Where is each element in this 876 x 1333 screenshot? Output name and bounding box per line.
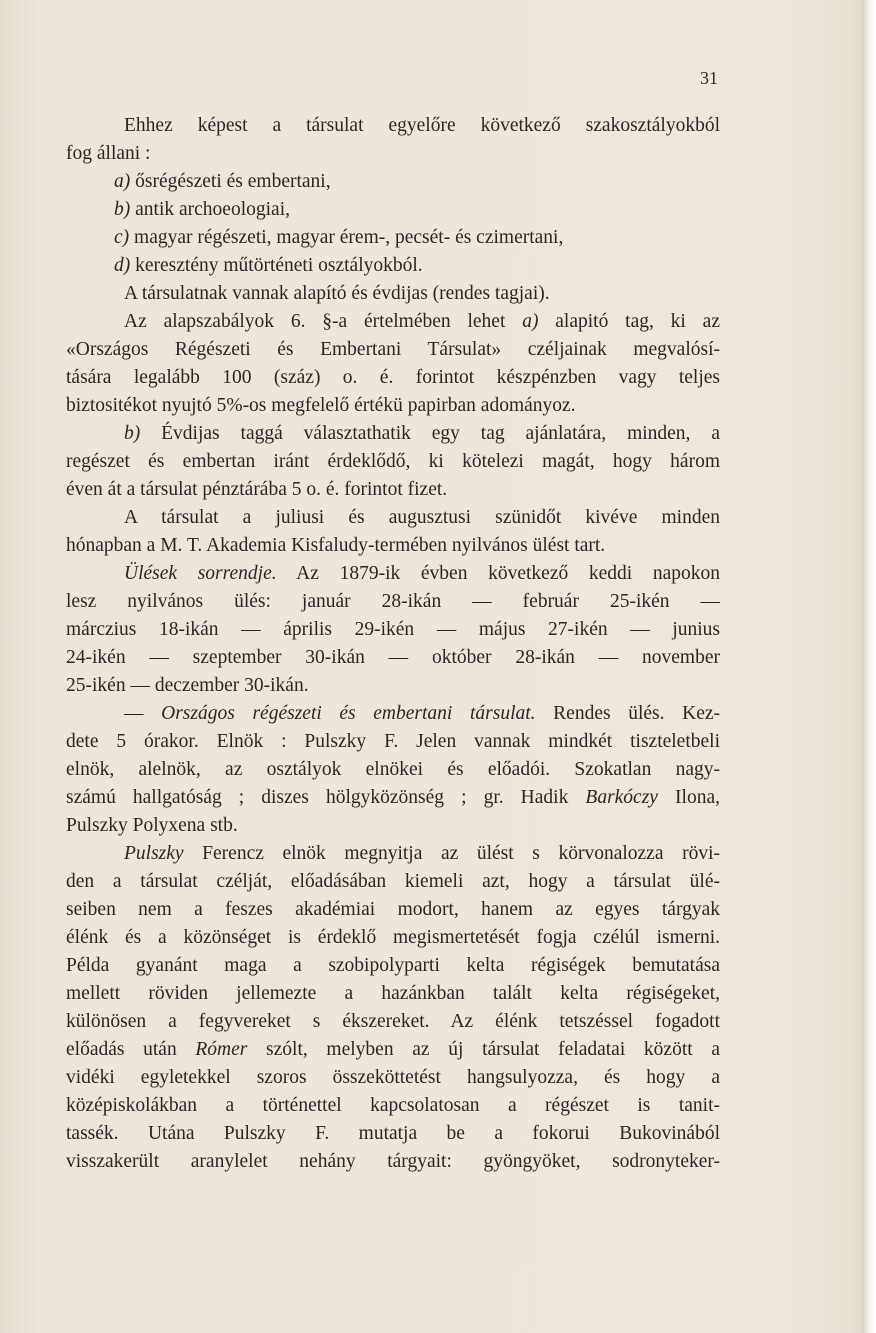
speech-line-3: seiben nem a feszes akadémiai modort, hanem az egyes tárgyak — [66, 899, 720, 920]
report-line-2: dete 5 órakor. Elnök : Pulszky F. Jelen vannak mindkét tiszteletbeli — [66, 731, 720, 752]
section-letter: a) — [114, 171, 131, 192]
bylaws-line-3: tására legalább 100 (száz) o. é. forintot készpénzben vagy teljes — [66, 367, 720, 388]
speech-line-4: élénk és a közönséget is érdeklő megismertetését fogja czélúl ismerni. — [66, 927, 720, 948]
speech-line-5: Példa gyanánt maga a szobipolyparti kelta régiségek bemutatása — [66, 955, 720, 976]
section-text: magyar régészeti, magyar érem-, pecsét- és czimertani, — [134, 227, 564, 248]
book-spine-edge — [862, 0, 876, 1333]
meetings-line-2: hónapban a M. T. Akademia Kisfaludy-termében nyilvános ülést tart. — [66, 535, 606, 556]
intro-paragraph — [66, 112, 720, 168]
section-text: antik archoeologiai, — [135, 199, 290, 220]
schedule-line-5: 25-ikén — deczember 30-ikán. — [66, 675, 309, 696]
bylaws-line-2: «Országos Régészeti és Embertani Társulat» czéljainak megvalósí- — [66, 339, 720, 360]
speech-line-9: vidéki egyletekkel szoros összeköttetést hangsulyozza, és hogy a — [66, 1067, 720, 1088]
speech-line-1: Pulszky Ferencz elnök megnyitja az ülést s körvonalozza rövi- — [124, 843, 720, 864]
meetings-paragraph — [66, 504, 720, 560]
section-list — [66, 168, 720, 280]
report-line-4: számú hallgatóság ; diszes hölgyközönség ; gr. Hadik Barkóczy Ilona, — [66, 787, 720, 808]
speech-line-8: előadás után Rómer szólt, melyben az új társulat feladatai között a — [66, 1039, 720, 1060]
speech-paragraph — [66, 840, 720, 1176]
annual-member-paragraph — [66, 420, 720, 504]
bylaws-line-4: biztositékot nyujtó 5%-os megfelelő értékü papirban adományoz. — [66, 395, 576, 416]
report-line-5: Pulszky Polyxena stb. — [66, 815, 238, 836]
page-number: 31 — [700, 68, 718, 88]
schedule-line-4: 24-ikén — szeptember 30-ikán — október 28-ikán — november — [66, 647, 720, 668]
section-text: ősrégészeti és embertani, — [135, 171, 331, 192]
speech-line-11: tassék. Utána Pulszky F. mutatja be a fokorui Bukovinából — [66, 1123, 720, 1144]
schedule-line-2: lesz nyilvános ülés: január 28-ikán — február 25-ikén — — [66, 591, 720, 612]
schedule-paragraph — [66, 560, 720, 700]
section-text: keresztény műtörténeti osztályokból. — [135, 255, 423, 276]
report-line-1: — Országos régészeti és embertani társulat. Rendes ülés. Kez- — [124, 703, 721, 724]
speech-line-7: különösen a fegyvereket s ékszereket. Az élénk tetszéssel fogadott — [66, 1011, 720, 1032]
speech-line-12: visszakerült aranylelet nehány tárgyait: gyöngyöket, sodronyteker- — [66, 1151, 720, 1172]
membership-line: A társulatnak vannak alapító és évdijas (rendes tagjai). — [124, 283, 550, 304]
report-paragraph — [66, 700, 720, 840]
schedule-line-3: márczius 18-ikán — április 29-ikén — május 27-ikén — junius — [66, 619, 720, 640]
speech-line-6: mellett röviden jellemezte a hazánkban talált kelta régiségeket, — [66, 983, 720, 1004]
intro-line-1: Ehhez képest a társulat egyelőre következő szakosztályokból — [124, 115, 720, 136]
schedule-line-1: Ülések sorrendje. Az 1879-ik évben következő keddi napokon — [124, 563, 721, 584]
schedule-heading: Ülések sorrendje. — [124, 563, 277, 584]
section-letter: b) — [114, 199, 131, 220]
annual-line-3: éven át a társulat pénztárába 5 o. é. forintot fizet. — [66, 479, 448, 500]
speech-line-2: den a társulat czélját, előadásában kiemeli azt, hogy a társulat ülé- — [66, 871, 720, 892]
section-item-b — [66, 196, 720, 224]
annual-line-1: b) Évdijas taggá választathatik egy tag ajánlatára, minden, a — [124, 423, 720, 444]
bylaws-line-1: Az alapszabályok 6. §-a értelmében lehet a) alapitó tag, ki az — [124, 311, 720, 332]
section-item-c — [66, 224, 720, 252]
report-heading: Országos régészeti és embertani társulat. — [161, 703, 536, 724]
bylaws-paragraph — [66, 308, 720, 420]
speech-line-10: középiskolákban a történettel kapcsolatosan a régészet is tanit- — [66, 1095, 720, 1116]
meetings-line-1: A társulat a juliusi és augusztusi szünidőt kivéve minden — [124, 507, 720, 528]
section-letter: c) — [114, 227, 130, 248]
annual-line-2: regészet és embertan iránt érdeklődő, ki kötelezi magát, hogy három — [66, 451, 720, 472]
section-item-a — [66, 168, 720, 196]
report-line-3: elnök, alelnök, az osztályok elnökei és előadói. Szokatlan nagy- — [66, 759, 720, 780]
membership-paragraph — [66, 280, 720, 308]
section-letter: d) — [114, 255, 131, 276]
section-item-d — [66, 252, 720, 280]
page-body — [66, 112, 720, 1176]
intro-line-2: fog állani : — [66, 143, 151, 164]
